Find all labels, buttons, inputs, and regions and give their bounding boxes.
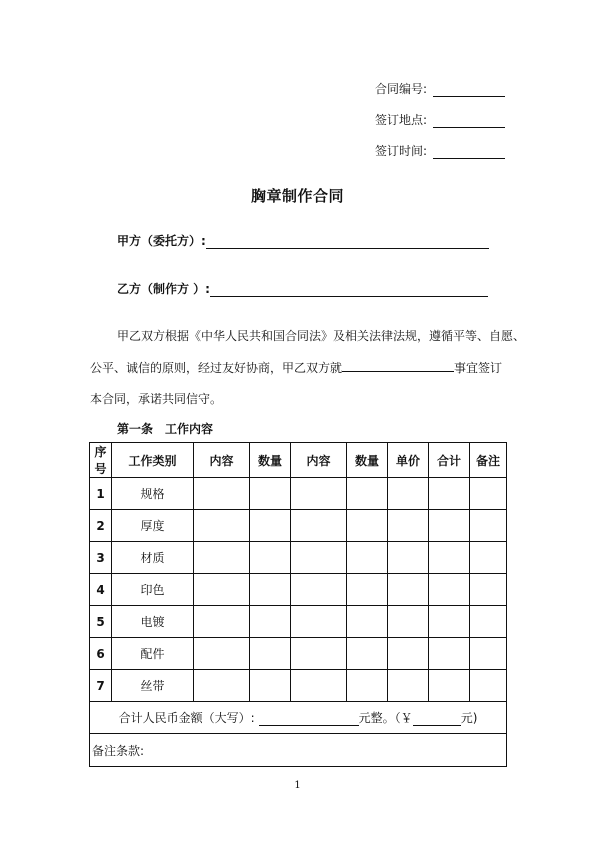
row-category: 规格 [112,478,194,510]
row-number: 3 [90,542,112,574]
table-cell[interactable] [194,670,250,702]
table-row [90,510,507,542]
table-cell[interactable] [429,510,470,542]
table-cell[interactable] [347,510,388,542]
table-cell[interactable] [194,606,250,638]
table-row [90,542,507,574]
sign-place-field [375,111,505,128]
row-category: 电镀 [112,606,194,638]
total-mid: 元整。（￥ [358,711,413,725]
table-cell[interactable] [194,638,250,670]
table-cell[interactable] [194,542,250,574]
sign-time-field [375,142,505,159]
table-cell[interactable] [388,478,429,510]
contract-number-field [375,80,505,97]
section-1-title: 工作内容 [165,422,214,436]
contract-number-blank[interactable] [433,84,505,97]
table-cell[interactable] [388,638,429,670]
col-header: 数量 [347,443,388,478]
intro-line-2-before: 公平、诚信的原则，经过友好协商，甲乙双方就 [90,361,343,375]
table-cell[interactable] [291,670,347,702]
sign-place-blank[interactable] [433,115,505,128]
table-cell[interactable] [470,574,507,606]
table-cell[interactable] [291,478,347,510]
table-cell[interactable] [429,670,470,702]
table-cell[interactable] [388,606,429,638]
party-b-blank[interactable] [210,284,488,297]
row-category: 丝带 [112,670,194,702]
table-cell[interactable] [388,574,429,606]
party-a-field [117,232,489,249]
col-header: 数量 [250,443,291,478]
contract-number-label: 合同编号: [374,82,427,96]
table-cell[interactable] [470,478,507,510]
table-cell[interactable] [388,670,429,702]
table-cell[interactable] [470,606,507,638]
col-header: 单价 [388,443,429,478]
table-cell[interactable] [291,638,347,670]
total-row [90,702,507,734]
table-cell[interactable] [429,542,470,574]
total-prefix: 合计人民币金额（大写）: [118,711,255,725]
col-header: 工作类别 [112,443,194,478]
total-numeric-blank[interactable] [413,714,461,726]
row-category: 材质 [112,542,194,574]
notes-cell[interactable] [90,734,507,767]
row-category: 配件 [112,638,194,670]
col-header: 合计 [429,443,470,478]
table-row [90,574,507,606]
table-cell[interactable] [291,510,347,542]
table-cell[interactable] [429,574,470,606]
sign-time-label: 签订时间: [374,144,427,158]
party-b-label: 乙方（制作方 ）: [117,282,210,296]
col-header: 备注 [470,443,507,478]
matter-blank[interactable] [342,360,454,372]
table-cell[interactable] [291,542,347,574]
sign-place-label: 签订地点: [374,113,427,127]
work-content-table [89,442,507,767]
total-amount-cell [90,702,507,734]
col-header: 序号 [90,443,112,478]
table-cell[interactable] [470,510,507,542]
table-cell[interactable] [250,574,291,606]
table-cell[interactable] [470,542,507,574]
intro-line-1: 甲乙双方根据《中华人民共和国合同法》及相关法律法规，遵循平等、自愿、 [117,329,526,343]
table-header-row [90,443,507,478]
table-cell[interactable] [429,638,470,670]
table-cell[interactable] [388,510,429,542]
table-cell[interactable] [347,606,388,638]
total-uppercase-blank[interactable] [259,714,359,726]
row-number: 2 [90,510,112,542]
table-row [90,478,507,510]
page-number: 1 [294,780,301,791]
table-cell[interactable] [429,606,470,638]
col-header: 内容 [194,443,250,478]
table-cell[interactable] [291,574,347,606]
table-cell[interactable] [194,574,250,606]
table-row [90,638,507,670]
table-cell[interactable] [291,606,347,638]
row-category: 厚度 [112,510,194,542]
col-header: 内容 [291,443,347,478]
row-number: 6 [90,638,112,670]
table-cell[interactable] [250,606,291,638]
table-cell[interactable] [250,670,291,702]
table-cell[interactable] [250,478,291,510]
total-suffix: 元) [460,711,478,725]
row-number: 7 [90,670,112,702]
table-cell[interactable] [194,510,250,542]
party-a-blank[interactable] [206,236,489,249]
party-a-label: 甲方（委托方）: [117,234,206,248]
table-cell[interactable] [250,510,291,542]
intro-line-2-after: 事宜签订 [454,361,503,375]
table-cell[interactable] [429,478,470,510]
row-number: 1 [90,478,112,510]
sign-time-blank[interactable] [433,146,505,159]
table-row [90,606,507,638]
row-category: 印色 [112,574,194,606]
table-cell[interactable] [470,670,507,702]
row-number: 4 [90,574,112,606]
table-cell[interactable] [347,542,388,574]
notes-row [90,734,507,767]
page-title: 胸章制作合同 [250,187,344,205]
intro-line-2 [90,359,508,376]
table-row [90,670,507,702]
table-cell[interactable] [194,478,250,510]
notes-label: 备注条款: [92,743,145,758]
table-cell[interactable] [347,638,388,670]
table-cell[interactable] [347,478,388,510]
table-cell[interactable] [347,574,388,606]
table-cell[interactable] [388,542,429,574]
table-cell[interactable] [470,638,507,670]
row-number: 5 [90,606,112,638]
table-cell[interactable] [250,542,291,574]
section-1-number: 第一条 [117,422,154,436]
party-b-field [117,280,488,297]
table-cell[interactable] [250,638,291,670]
intro-line-3: 本合同，承诺共同信守。 [90,392,223,406]
section-1-heading [117,420,213,437]
table-cell[interactable] [347,670,388,702]
